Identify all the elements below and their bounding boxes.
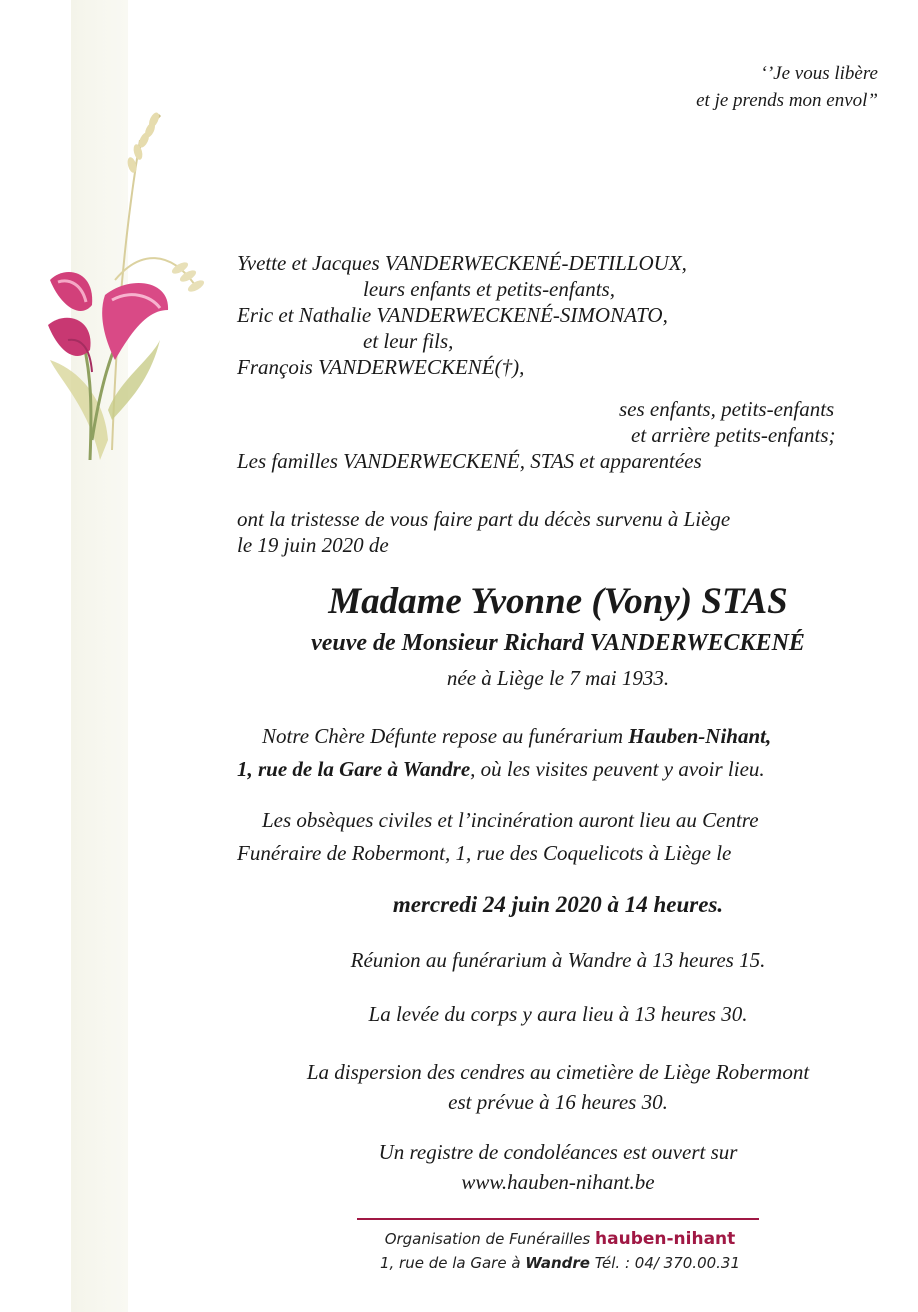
repose-line-2 — [237, 753, 771, 786]
repose-paragraph — [237, 720, 771, 786]
obseques-line-2: Funéraire de Robermont, 1, rue des Coquelicots à Liège le — [237, 841, 732, 865]
dispersion-line-1: La dispersion des cendres au cimetière de Liège Robermont — [306, 1060, 810, 1084]
funeral-home-address: 1, rue de la Gare à Wandre — [237, 757, 471, 781]
family-line-5: François VANDERWECKENÉ(†), — [237, 355, 525, 379]
quote-line-1: ‘’Je vous libère — [760, 63, 878, 84]
reunion-info: Réunion au funérarium à Wandre à 13 heures 15. — [350, 948, 766, 972]
register-line-1: Un registre de condoléances est ouvert sur — [378, 1140, 738, 1164]
footer-org-text: Organisation de Funérailles — [384, 1230, 596, 1248]
register-website: www.hauben-nihant.be — [461, 1170, 655, 1194]
dispersion-info — [200, 1057, 916, 1117]
ceremony-date: mercredi 24 juin 2020 à 14 heures. — [392, 892, 724, 917]
quote-line-2: et je prends mon envol” — [696, 90, 878, 111]
deceased-spouse: veuve de Monsieur Richard VANDERWECKENÉ — [311, 630, 805, 656]
deceased-name: Madame Yvonne (Vony) STAS — [328, 581, 788, 622]
brand-logo: hauben-nihant — [595, 1229, 736, 1249]
levee-info: La levée du corps y aura lieu à 13 heures 30. — [368, 1002, 748, 1026]
family-line-8: Les familles VANDERWECKENÉ, STAS et apparentées — [237, 449, 702, 473]
family-list — [237, 250, 887, 474]
obseques-paragraph — [237, 804, 759, 870]
announcement-line-2: le 19 juin 2020 de — [237, 533, 389, 557]
epigraph-quote — [696, 60, 878, 114]
family-line-7: et arrière petits-enfants; — [631, 423, 836, 447]
announcement — [237, 506, 730, 558]
repose-line-1 — [237, 720, 771, 753]
family-line-1: Yvette et Jacques VANDERWECKENÉ-DETILLOUX, — [237, 251, 687, 275]
deceased-birth: née à Liège le 7 mai 1933. — [446, 666, 670, 690]
calla-lily-flower-icon — [20, 110, 220, 480]
repose-text-2: , où les visites peuvent y avoir lieu. — [470, 757, 765, 781]
dispersion-line-2: est prévue à 16 heures 30. — [448, 1090, 668, 1114]
footer-divider — [357, 1218, 759, 1220]
announcement-line-1: ont la tristesse de vous faire part du décès survenu à Liège — [237, 507, 731, 531]
condolence-register — [200, 1137, 916, 1197]
funeral-home-name: Hauben-Nihant, — [628, 724, 772, 748]
footer-organisation — [340, 1229, 780, 1249]
family-line-4: et leur fils, — [363, 329, 454, 353]
family-line-2: leurs enfants et petits-enfants, — [363, 277, 615, 301]
family-line-3: Eric et Nathalie VANDERWECKENÉ-SIMONATO, — [237, 303, 668, 327]
family-line-6: ses enfants, petits-enfants — [619, 397, 835, 421]
footer-address — [340, 1254, 780, 1272]
repose-text-1: Notre Chère Défunte repose au funérarium — [262, 724, 629, 748]
obseques-line-1: Les obsèques civiles et l’incinération auront lieu au Centre — [262, 808, 759, 832]
footer-addr-town: Wandre — [525, 1254, 590, 1272]
footer-phone: Tél. : 04/ 370.00.31 — [589, 1254, 741, 1272]
footer-addr-text: 1, rue de la Gare à — [379, 1254, 526, 1272]
